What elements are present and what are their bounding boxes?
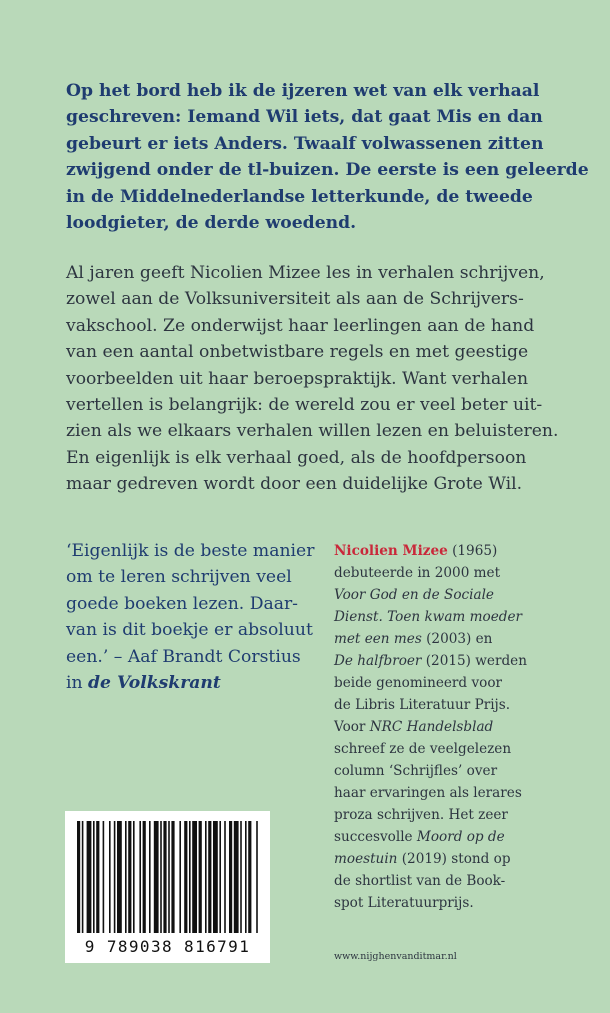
author-name: Nicolien Mizee — [334, 543, 448, 559]
barcode-bar — [179, 821, 181, 933]
bio-line — [334, 826, 554, 848]
author-bio — [334, 540, 554, 914]
newspaper-title: NRC Handelsblad — [369, 719, 494, 735]
bio-line: debuteerde in 2000 met — [334, 565, 501, 581]
bio-text: (1965) — [447, 543, 498, 559]
intro-line: gebeurt er iets Anders. Twaalf volwassenen zitten — [66, 133, 544, 154]
barcode-bar — [149, 821, 151, 933]
bio-line — [334, 606, 554, 628]
barcode-bar — [234, 821, 239, 933]
description-paragraph — [66, 260, 559, 498]
barcode-bar — [96, 821, 99, 933]
quote-line: ‘Eigenlijk is de beste manier — [66, 541, 315, 561]
barcode-bar — [224, 821, 226, 933]
bio-text: succesvolle — [334, 829, 417, 845]
bio-line: de shortlist van de Book- — [334, 873, 506, 889]
barcode-bar — [128, 821, 131, 933]
description-line: vakschool. Ze onderwijst haar leerlingen aan de hand — [66, 315, 535, 336]
intro-line: loodgieter, de derde woedend. — [66, 213, 357, 234]
publisher-website[interactable]: www.nijghenvanditmar.nl — [334, 951, 457, 962]
quote-source-prefix: in — [66, 673, 89, 694]
description-line: zien als we elkaars verhalen willen lezen en beluisteren. — [66, 421, 559, 442]
barcode-bar — [160, 821, 162, 933]
description-line: En eigenlijk is elk verhaal goed, als de hoofdpersoon — [66, 447, 527, 468]
barcode-bar — [171, 821, 174, 933]
isbn-number: 9 789038 816791 — [84, 937, 251, 956]
barcode-bar — [125, 821, 127, 933]
isbn-barcode — [65, 811, 270, 963]
book-title: Dienst. Toen kwam moeder — [334, 609, 522, 625]
bio-line: spot Literatuurprijs. — [334, 895, 474, 911]
quote-source-line — [66, 670, 316, 696]
barcode-bars — [65, 811, 270, 936]
review-quote — [66, 538, 316, 696]
bio-line — [334, 716, 554, 738]
quote-line: om te leren schrijven veel — [66, 567, 292, 588]
barcode-bar — [229, 821, 232, 933]
barcode-bar — [143, 821, 146, 933]
bio-text: (2019) stond op — [397, 851, 511, 867]
book-title: met een mes — [334, 631, 422, 647]
bio-line: haar ervaringen als lerares — [334, 785, 522, 801]
book-title: De halfbroer — [334, 653, 422, 669]
barcode-bar — [93, 821, 95, 933]
barcode-bar — [87, 821, 92, 933]
quote-line: van is dit boekje er absoluut — [66, 620, 313, 641]
barcode-bar — [154, 821, 159, 933]
bio-line — [334, 848, 554, 870]
barcode-bar — [213, 821, 218, 933]
barcode-bar — [189, 821, 191, 933]
barcode-bar — [117, 821, 122, 933]
bio-text: Voor — [334, 719, 370, 735]
book-title: Moord op de — [416, 829, 505, 845]
quote-source: de Volkskrant — [88, 673, 221, 694]
barcode-bar — [245, 821, 247, 933]
barcode-bar — [82, 821, 84, 933]
barcode-bar — [219, 821, 221, 933]
bio-text: (2003) en — [421, 631, 493, 647]
intro-line: geschreven: Iemand Wil iets, dat gaat Mis en dan — [66, 107, 543, 128]
barcode-bar — [114, 821, 116, 933]
barcode-bar — [199, 821, 202, 933]
barcode-bar — [139, 821, 141, 933]
bio-line — [334, 628, 554, 650]
barcode-bar — [192, 821, 197, 933]
book-title: Voor God en de Sociale — [334, 587, 494, 603]
bio-line — [334, 540, 554, 562]
barcode-bar — [184, 821, 187, 933]
barcode-bar — [133, 821, 135, 933]
barcode-bar — [208, 821, 211, 933]
bio-line: beide genomineerd voor — [334, 675, 502, 691]
book-title: moestuin — [334, 851, 398, 867]
barcode-bar — [109, 821, 111, 933]
quote-line: goede boeken lezen. Daar- — [66, 593, 298, 614]
description-line: Al jaren geeft Nicolien Mizee les in verhalen schrijven, — [66, 263, 545, 283]
barcode-bar — [163, 821, 166, 933]
barcode-bar — [168, 821, 170, 933]
barcode-bar — [205, 821, 207, 933]
bio-line: column ‘Schrijfles’ over — [334, 763, 498, 779]
barcode-bar — [248, 821, 251, 933]
intro-line: Op het bord heb ik de ijzeren wet van elk verhaal — [66, 81, 540, 101]
barcode-bar — [240, 821, 242, 933]
bio-line — [334, 650, 554, 672]
description-line: zowel aan de Volksuniversiteit als aan de Schrijvers- — [66, 289, 524, 310]
intro-line: zwijgend onder de tl-buizen. De eerste is een geleerde — [66, 160, 589, 181]
barcode-bar — [256, 821, 258, 933]
description-line: vertellen is belangrijk: de wereld zou er veel beter uit- — [66, 395, 543, 416]
description-line: voorbeelden uit haar beroepspraktijk. Want verhalen — [66, 368, 529, 389]
barcode-bar — [77, 821, 80, 933]
intro-paragraph — [66, 78, 589, 236]
barcode-bar — [103, 821, 105, 933]
bio-line: schreef ze de veelgelezen — [334, 741, 512, 757]
bio-line — [334, 584, 554, 606]
description-line: maar gedreven wordt door een duidelijke Grote Wil. — [66, 474, 523, 495]
intro-line: in de Middelnederlandse letterkunde, de tweede — [66, 186, 533, 207]
bio-text: (2015) werden — [421, 653, 527, 669]
description-line: van een aantal onbetwistbare regels en met geestige — [66, 342, 529, 363]
quote-line: een.’ – Aaf Brandt Corstius — [66, 646, 301, 667]
bio-line: proza schrijven. Het zeer — [334, 807, 508, 823]
bio-line: de Libris Literatuur Prijs. — [334, 697, 511, 713]
